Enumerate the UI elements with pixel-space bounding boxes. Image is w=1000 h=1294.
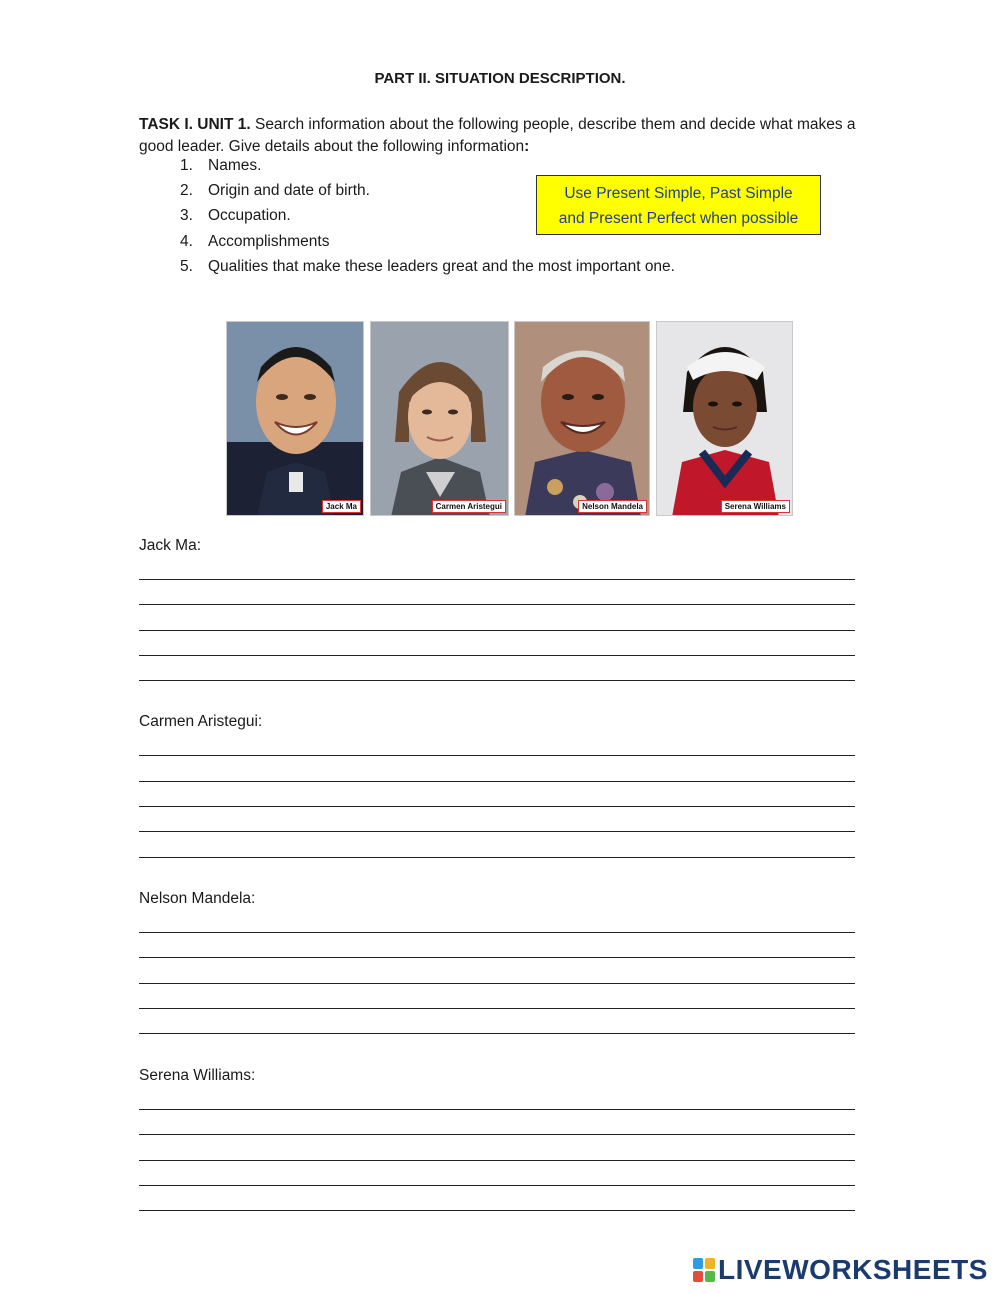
list-item: 5. Qualities that make these leaders great and the most important one. bbox=[180, 258, 675, 275]
portrait-carmen-aristegui-image bbox=[371, 322, 509, 516]
list-item: 2. Origin and date of birth. bbox=[180, 182, 370, 199]
answer-line-carmen-5[interactable] bbox=[139, 857, 855, 858]
answer-line-mandela-5[interactable] bbox=[139, 1033, 855, 1034]
photo-nelson-mandela bbox=[514, 321, 650, 516]
answer-line-jack-ma-3[interactable] bbox=[139, 630, 855, 631]
photo-caption: Jack Ma bbox=[322, 500, 361, 513]
task-instructions bbox=[139, 114, 859, 158]
page-title: PART II. SITUATION DESCRIPTION. bbox=[374, 70, 626, 87]
answer-line-serena-5[interactable] bbox=[139, 1210, 855, 1211]
portrait-serena-williams-image bbox=[657, 322, 793, 516]
section-label-carmen-aristegui: Carmen Aristegui: bbox=[139, 713, 263, 730]
list-item: 1. Names. bbox=[180, 157, 262, 174]
logo-text: LIVEWORKSHEETS bbox=[718, 1254, 988, 1285]
answer-line-carmen-2[interactable] bbox=[139, 781, 855, 782]
note-line-1: Use Present Simple, Past Simple bbox=[564, 185, 793, 202]
answer-line-serena-1[interactable] bbox=[139, 1109, 855, 1110]
portrait-nelson-mandela-image bbox=[515, 322, 650, 516]
section-label-serena-williams: Serena Williams: bbox=[139, 1067, 256, 1084]
answer-line-carmen-4[interactable] bbox=[139, 831, 855, 832]
answer-line-serena-2[interactable] bbox=[139, 1134, 855, 1135]
photo-jack-ma bbox=[226, 321, 364, 516]
task-text: Search information about the following people, describe them and decide what makes a good leader. Give details about the following information bbox=[139, 116, 856, 155]
photo-caption: Serena Williams bbox=[721, 500, 790, 513]
photo-caption: Carmen Aristegui bbox=[432, 500, 506, 513]
list-item: 4. Accomplishments bbox=[180, 233, 330, 250]
answer-line-carmen-3[interactable] bbox=[139, 806, 855, 807]
section-label-jack-ma: Jack Ma: bbox=[139, 537, 202, 554]
grammar-note-box bbox=[536, 175, 821, 235]
task-heading: TASK I. UNIT 1. bbox=[139, 116, 251, 133]
photo-caption: Nelson Mandela bbox=[578, 500, 647, 513]
note-line-2: and Present Perfect when possible bbox=[558, 210, 799, 227]
answer-line-serena-4[interactable] bbox=[139, 1185, 855, 1186]
liveworksheets-logo bbox=[693, 1256, 988, 1284]
photo-carmen-aristegui bbox=[370, 321, 509, 516]
logo-icon bbox=[693, 1258, 715, 1282]
answer-line-serena-3[interactable] bbox=[139, 1160, 855, 1161]
answer-line-jack-ma-4[interactable] bbox=[139, 655, 855, 656]
answer-line-mandela-1[interactable] bbox=[139, 932, 855, 933]
task-colon: : bbox=[524, 138, 530, 155]
answer-line-mandela-4[interactable] bbox=[139, 1008, 855, 1009]
portrait-jack-ma-image bbox=[227, 322, 364, 516]
photo-serena-williams bbox=[656, 321, 793, 516]
section-label-nelson-mandela: Nelson Mandela: bbox=[139, 890, 256, 907]
answer-line-carmen-1[interactable] bbox=[139, 755, 855, 756]
list-item: 3. Occupation. bbox=[180, 207, 291, 224]
answer-line-mandela-2[interactable] bbox=[139, 957, 855, 958]
answer-line-jack-ma-5[interactable] bbox=[139, 680, 855, 681]
answer-line-jack-ma-2[interactable] bbox=[139, 604, 855, 605]
answer-line-jack-ma-1[interactable] bbox=[139, 579, 855, 580]
answer-line-mandela-3[interactable] bbox=[139, 983, 855, 984]
